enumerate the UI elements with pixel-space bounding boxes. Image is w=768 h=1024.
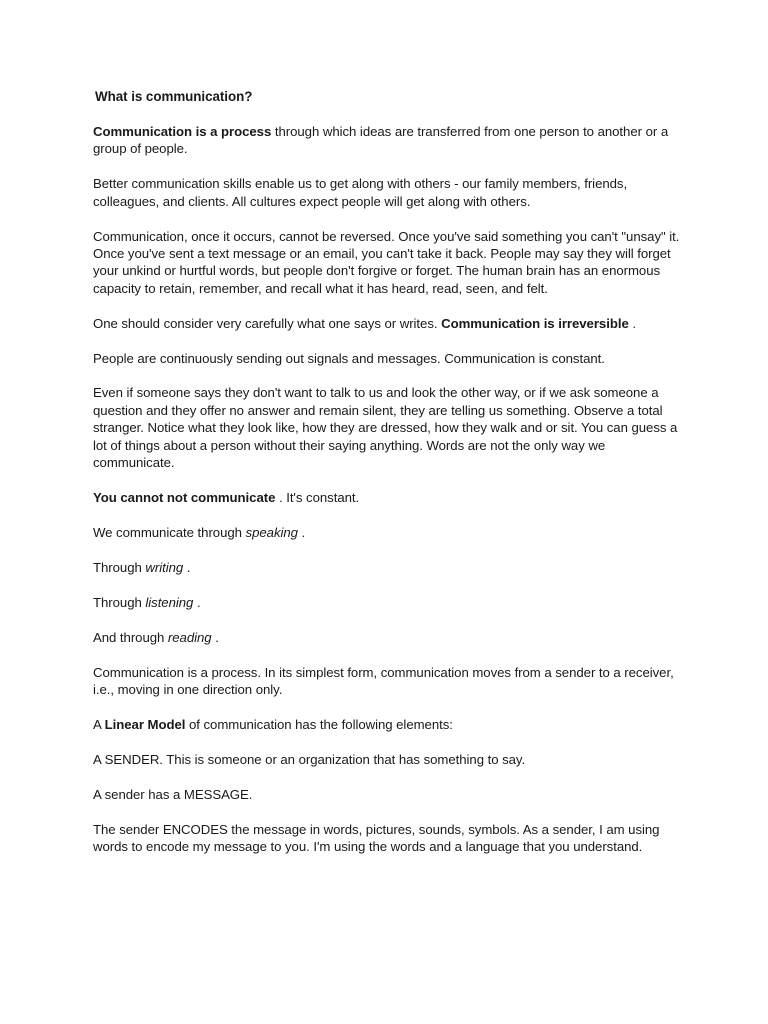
paragraph-text: . It's constant. [275,490,360,505]
paragraph-text: Through [93,559,146,575]
paragraph-simplest-form: Communication is a process. In its simplest form, communication moves from a sender to a receiver, i.e., moving in one direction only. [93,664,674,697]
paragraph-sender: A SENDER. This is someone or an organization that has something to say. [93,751,526,767]
paragraph-text: Through [93,594,146,610]
paragraph-text: . [297,524,306,540]
bold-phrase: Linear Model [104,716,186,732]
paragraph-reading [93,629,683,646]
paragraph-text: And through [93,629,168,645]
paragraph-message: A sender has a MESSAGE. [93,786,253,802]
paragraph-text: . [211,629,219,645]
italic-word: listening [145,594,194,610]
paragraph-text: A [93,716,105,732]
italic-word: speaking [245,524,298,540]
paragraph-cannot-not-communicate [93,489,683,506]
paragraph-text: . [628,315,636,331]
paragraph-listening [93,594,683,611]
paragraph-irreversible-explanation: Communication, once it occurs, cannot be reversed. Once you've said something you can't "unsay" it. Once you've sent a text message or an email, you can't take it back. People may say they will forget your unkind or hurtful words, but people don't forgive or forget. The human brain has an enormous capacity to retain, remember, and recall what it has heard, read, seen, and felt. [93,228,680,296]
bold-phrase: Communication is a process [93,123,272,139]
italic-word: reading [167,629,212,645]
paragraph-text: We communicate through [93,524,246,540]
paragraph-linear-model [93,716,683,733]
paragraph-text: through which ideas are transferred from one person to another or a group of people. [93,123,669,157]
document-title: What is communication? [95,89,253,104]
bold-phrase: You cannot not communicate [93,490,276,505]
paragraph-nonverbal: Even if someone says they don't want to talk to us and look the other way, or if we ask someone a question and they offer no answer and remain silent, they are telling us something. Observe a total stranger. Notice what they look like, how they are dressed, how they walk and or sit. You can guess a lot of things about a person without their saying anything. Words are not the only way we communicate. [93,385,678,471]
paragraph-speaking [93,524,683,541]
paragraph-encodes: The sender ENCODES the message in words, pictures, sounds, symbols. As a sender, I am using words to encode my message to you. I'm using the words and a language that you understand. [93,821,660,854]
paragraph-writing [93,559,683,576]
paragraph-text: One should consider very carefully what one says or writes. [93,315,442,331]
document-body [93,88,683,873]
italic-word: writing [145,559,184,575]
paragraph-text: of communication has the following elements: [185,716,453,732]
paragraph-text: . [193,594,201,610]
paragraph-text: . [183,559,191,575]
paragraph-irreversible [93,315,683,332]
paragraph-process-definition [93,123,683,158]
paragraph-constant: People are continuously sending out signals and messages. Communication is constant. [93,350,605,366]
paragraph-communication-skills: Better communication skills enable us to get along with others - our family members, friends, colleagues, and clients. All cultures expect people will get along with others. [93,176,628,209]
bold-phrase: Communication is irreversible [441,315,629,331]
